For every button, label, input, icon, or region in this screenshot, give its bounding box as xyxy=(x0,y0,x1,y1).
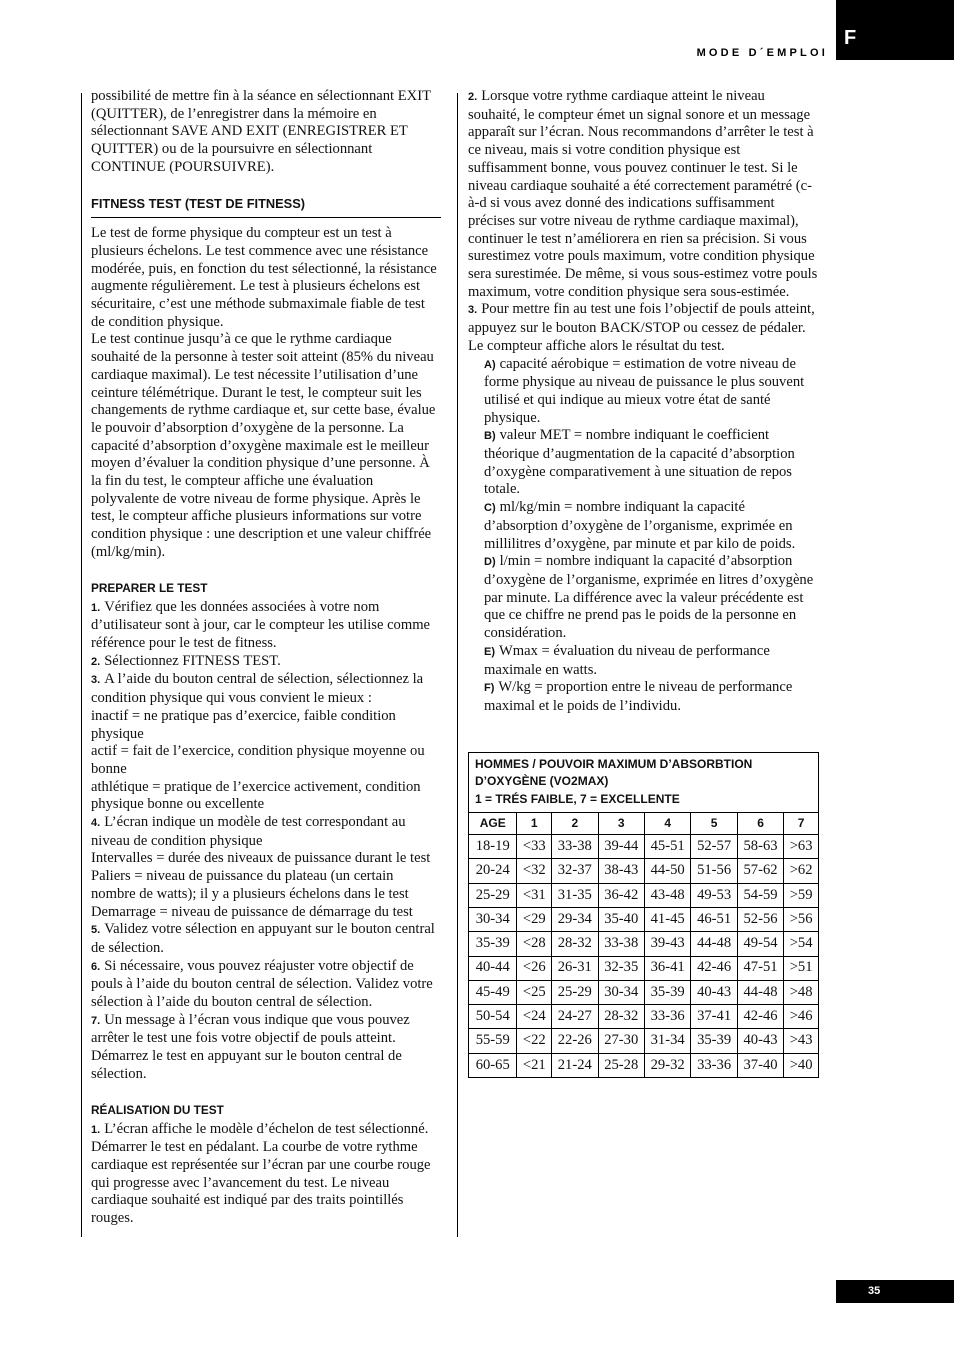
table-cell: <32 xyxy=(517,859,552,883)
age-cell: 55-59 xyxy=(469,1029,517,1053)
table-cell: 32-37 xyxy=(552,859,598,883)
table-cell: >56 xyxy=(784,908,819,932)
table-cell: >54 xyxy=(784,932,819,956)
table-cell: 54-59 xyxy=(737,883,783,907)
table-cell: 44-48 xyxy=(691,932,737,956)
age-cell: 30-34 xyxy=(469,908,517,932)
real-step-2 xyxy=(468,88,818,301)
manual-header-label: MODE D´EMPLOI xyxy=(696,47,828,59)
table-cell: >46 xyxy=(784,1005,819,1029)
table-cell: 24-27 xyxy=(552,1005,598,1029)
age-cell: 25-29 xyxy=(469,883,517,907)
table-cell: 49-53 xyxy=(691,883,737,907)
table-cell: <33 xyxy=(517,835,552,859)
table-cell: 40-43 xyxy=(737,1029,783,1053)
table-cell: 39-44 xyxy=(598,835,644,859)
table-cell: 58-63 xyxy=(737,835,783,859)
age-cell: 45-49 xyxy=(469,980,517,1004)
table-cell: 33-38 xyxy=(552,835,598,859)
item-text: ml/kg/min = nombre indiquant la capacité d’absorption d’oxygène de l’organisme, exprimée en millilitres d’oxygène, par minute et par kilo de poids. xyxy=(484,499,796,552)
step-text: Sélectionnez FITNESS TEST. xyxy=(104,652,281,669)
level-active: actif = fait de l’exercice, condition physique moyenne ou bonne xyxy=(91,743,425,777)
table-cell: 49-54 xyxy=(737,932,783,956)
fitness-test-heading: FITNESS TEST (TEST DE FITNESS) xyxy=(91,195,441,219)
table-header-row xyxy=(469,813,819,835)
table-row xyxy=(469,883,819,907)
result-c xyxy=(468,499,818,553)
table-row xyxy=(469,1053,819,1077)
table-cell: 39-43 xyxy=(644,932,690,956)
table-cell: 44-50 xyxy=(644,859,690,883)
result-a xyxy=(468,356,818,428)
fitness-paragraph-1: Le test de forme physique du compteur est un test à plusieurs échelons. Le test commence avec une résistance modérée, puis, en fonction du test sélectionné, la résistance augmente régulièrement. Le test à plusieurs échelons est sécuritaire, c’est une méthode submaximale fiable de test de condition physique. xyxy=(91,225,437,330)
table-cell: 47-51 xyxy=(737,956,783,980)
result-f xyxy=(468,679,818,715)
table-cell: 28-32 xyxy=(598,1005,644,1029)
item-letter: C) xyxy=(484,502,496,515)
table-cell: 21-24 xyxy=(552,1053,598,1077)
table-cell: 27-30 xyxy=(598,1029,644,1053)
table-caption xyxy=(469,752,819,813)
page-number: 35 xyxy=(836,1280,954,1303)
item-text: Wmax = évaluation du niveau de performance maximale en watts. xyxy=(484,642,770,678)
table-cell: <21 xyxy=(517,1053,552,1077)
prep-step-6 xyxy=(91,958,441,1012)
table-row xyxy=(469,980,819,1004)
table-cell: <26 xyxy=(517,956,552,980)
table-cell: 42-46 xyxy=(691,956,737,980)
def-demarrage: Demarrage = niveau de puissance de démarrage du test xyxy=(91,903,413,920)
item-text: capacité aérobique = estimation de votre niveau de forme physique au niveau de puissance le plus souvent utilisé et qui indique au mieux votre état de santé physique. xyxy=(484,355,805,426)
prep-step-2 xyxy=(91,653,441,672)
table-cell: 37-41 xyxy=(691,1005,737,1029)
age-cell: 40-44 xyxy=(469,956,517,980)
table-caption-title: HOMMES / POUVOIR MAXIMUM D’ABSORBTION D’OXYGÈNE (VO2MAX) xyxy=(475,756,753,789)
table-caption-scale: 1 = TRÉS FAIBLE, 7 = EXCELLENTE xyxy=(475,791,680,806)
table-cell: 33-38 xyxy=(598,932,644,956)
item-letter: F) xyxy=(484,682,495,695)
table-header-cell: 7 xyxy=(784,813,819,835)
table-cell: 40-43 xyxy=(691,980,737,1004)
table-row xyxy=(469,859,819,883)
step-text: L’écran indique un modèle de test correspondant au niveau de condition physique xyxy=(91,814,406,849)
item-letter: E) xyxy=(484,645,495,658)
left-column xyxy=(91,88,441,1228)
step-number: 5. xyxy=(91,924,101,937)
table-cell: 31-34 xyxy=(644,1029,690,1053)
level-athletic: athlétique = pratique de l’exercice activement, condition physique bonne ou excellente xyxy=(91,778,421,813)
item-text: l/min = nombre indiquant la capacité d’absorption d’oxygène de l’organisme, exprimée en litres d’oxygène par minute. La différence avec la valeur précédente est que ce chiffre ne prend pas le poids de la personne en xyxy=(484,553,814,624)
realisation-heading: RÉALISATION DU TEST xyxy=(91,1102,224,1117)
step-text: Un message à l’écran vous indique que vous pouvez arrêter le test une fois votre objectif de pouls atteint. Démarrez le test en appuyant sur le bouton central de sélection. xyxy=(91,1011,410,1082)
def-intervals: Intervalles = durée des niveaux de puissance durant le test xyxy=(91,850,431,867)
left-column-rule xyxy=(81,93,82,1237)
prep-step-5 xyxy=(91,921,441,957)
item-letter: A) xyxy=(484,358,496,371)
step-text: Validez votre sélection en appuyant sur le bouton central de sélection. xyxy=(91,921,435,956)
table-cell: 41-45 xyxy=(644,908,690,932)
real-step-3 xyxy=(468,301,818,355)
table-header-cell: AGE xyxy=(469,813,517,835)
table-header-cell: 4 xyxy=(644,813,690,835)
middle-column-rule xyxy=(457,93,458,1237)
table-cell: 52-57 xyxy=(691,835,737,859)
table-cell: 30-34 xyxy=(598,980,644,1004)
age-cell: 60-65 xyxy=(469,1053,517,1077)
table-cell: 52-56 xyxy=(737,908,783,932)
fitness-paragraph-2: Le test continue jusqu’à ce que le rythme cardiaque souhaité de la personne à tester soit atteint (85% du niveau cardiaque maximal). Le test nécessite l’utilisation d’une ceinture télémétrique. Durant le test, le compteur suit les changements de rythme cardiaque et, sur cette base, évalue le pouvoir d’absorption d’oxygène de la personne. La capacité d’absorption d’oxygène maximale est le meilleur moyen d’évaluer la condition physique d’une personne. À la fin du test, le compteur affiche une évaluation polyvalente de votre niveau de forme physique. Après le test, le compteur affiche plusieurs informations sur votre condition physique : une description et une valeur chiffrée (ml/kg/min). xyxy=(91,331,436,560)
table-cell: >62 xyxy=(784,859,819,883)
table-cell: >51 xyxy=(784,956,819,980)
level-inactive: inactif = ne pratique pas d’exercice, faible condition physique xyxy=(91,707,396,742)
item-text: W/kg = proportion entre le niveau de performance maximal et le poids de l’individu. xyxy=(484,679,793,714)
table-cell: 26-31 xyxy=(552,956,598,980)
item-text: valeur MET = nombre indiquant le coefficient théorique d’augmentation de la capacité d’absorption d’oxygène comparativement à une situation de repos totale. xyxy=(484,427,795,498)
step-number: 7. xyxy=(91,1014,101,1027)
age-cell: 35-39 xyxy=(469,932,517,956)
step-number: 6. xyxy=(91,960,101,973)
table-cell: <22 xyxy=(517,1029,552,1053)
table-cell: 37-40 xyxy=(737,1053,783,1077)
result-d xyxy=(468,553,818,625)
table-row xyxy=(469,908,819,932)
table-cell: 32-35 xyxy=(598,956,644,980)
table-header-cell: 6 xyxy=(737,813,783,835)
prep-step-4 xyxy=(91,814,441,850)
table-cell: 38-43 xyxy=(598,859,644,883)
prep-step-3 xyxy=(91,671,441,707)
table-cell: 29-32 xyxy=(644,1053,690,1077)
table-cell: 45-51 xyxy=(644,835,690,859)
def-paliers: Paliers = niveau de puissance du plateau (un certain nombre de watts); il y a plusieurs échelons dans le test xyxy=(91,868,409,902)
table-cell: 36-41 xyxy=(644,956,690,980)
item-letter: D) xyxy=(484,556,496,569)
table-cell: 35-40 xyxy=(598,908,644,932)
table-cell: 35-39 xyxy=(644,980,690,1004)
table-cell: 25-28 xyxy=(598,1053,644,1077)
step-text: Pour mettre fin au test une fois l’objectif de pouls atteint, appuyez sur le bouton BACK/STOP ou cessez de pédaler. Le compteur affiche alors le résultat du test. xyxy=(468,301,815,354)
language-tab: F xyxy=(836,0,954,60)
result-b xyxy=(468,427,818,499)
table-cell: >43 xyxy=(784,1029,819,1053)
vo2max-table xyxy=(468,752,819,1078)
result-d-continued: considération. xyxy=(484,625,567,642)
age-cell: 50-54 xyxy=(469,1005,517,1029)
table-cell: 28-32 xyxy=(552,932,598,956)
intro-paragraph: possibilité de mettre fin à la séance en sélectionnant EXIT (QUITTER), de l’enregistrer dans la mémoire en sélectionnant SAVE AND EXIT (ENREGISTRER ET QUITTER) ou de la poursuivre en sélectionnant CONTINUE (POURSUIVRE). xyxy=(91,88,431,175)
step-text: A l’aide du bouton central de sélection, sélectionnez la condition physique qui vous convient le mieux : xyxy=(91,671,424,707)
table-row xyxy=(469,932,819,956)
step-number: 3. xyxy=(91,674,101,687)
table-header-cell: 5 xyxy=(691,813,737,835)
step-number: 4. xyxy=(91,817,101,830)
table-cell: 35-39 xyxy=(691,1029,737,1053)
table-cell: 46-51 xyxy=(691,908,737,932)
age-cell: 20-24 xyxy=(469,859,517,883)
table-row xyxy=(469,956,819,980)
step-number: 2. xyxy=(91,655,101,668)
prep-step-1 xyxy=(91,599,441,653)
table-cell: >48 xyxy=(784,980,819,1004)
item-letter: B) xyxy=(484,430,496,443)
table-row xyxy=(469,1029,819,1053)
table-cell: 25-29 xyxy=(552,980,598,1004)
table-cell: 51-56 xyxy=(691,859,737,883)
table-cell: <28 xyxy=(517,932,552,956)
result-e xyxy=(468,643,818,679)
table-cell: <24 xyxy=(517,1005,552,1029)
table-header-cell: 3 xyxy=(598,813,644,835)
prepare-test-heading: PREPARER LE TEST xyxy=(91,580,208,595)
table-cell: 44-48 xyxy=(737,980,783,1004)
table-cell: <25 xyxy=(517,980,552,1004)
table-cell: 31-35 xyxy=(552,883,598,907)
real-step-1 xyxy=(91,1121,441,1228)
step-number: 2. xyxy=(468,91,478,103)
table-cell: 33-36 xyxy=(691,1053,737,1077)
step-text: Vérifiez que les données associées à votre nom d’utilisateur sont à jour, car le compteur les utilise comme référence pour le test de fitness. xyxy=(91,598,431,651)
table-cell: 42-46 xyxy=(737,1005,783,1029)
table-cell: <29 xyxy=(517,908,552,932)
age-cell: 18-19 xyxy=(469,835,517,859)
table-cell: <31 xyxy=(517,883,552,907)
table-row xyxy=(469,1005,819,1029)
table-header-cell: 2 xyxy=(552,813,598,835)
table-cell: 57-62 xyxy=(737,859,783,883)
table-cell: 29-34 xyxy=(552,908,598,932)
table-cell: >59 xyxy=(784,883,819,907)
prep-step-7 xyxy=(91,1012,441,1084)
table-cell: 36-42 xyxy=(598,883,644,907)
table-header-cell: 1 xyxy=(517,813,552,835)
step-text: Lorsque votre rythme cardiaque atteint le niveau souhaité, le compteur émet un signal sonore et un message apparaît sur l’écran. Nous recommandons d’arrêter le test à ce niveau, mais si votre condition physique est suffisamment bonne, vous pouvez continuer le test. Si le niveau cardiaque souhaité a été correctement paramétré (c-à-d si vous avez donné des indications suffisamment précises sur votre niveau de rythme cardiaque maximal), continuer le test n’améliorera en rien sa précision. Si vous surestimez votre pouls maximum, votre condition physique sera surestimée. De même, si vous sous-estimez votre pouls maximum, votre condition physique sera sous-estimée. xyxy=(468,88,818,300)
table-body xyxy=(469,813,819,1078)
right-column xyxy=(468,88,818,1078)
step-number: 1. xyxy=(91,1123,101,1136)
table-cell: >40 xyxy=(784,1053,819,1077)
table-cell: 43-48 xyxy=(644,883,690,907)
table-cell: 22-26 xyxy=(552,1029,598,1053)
step-number: 3. xyxy=(468,304,478,317)
step-text: L’écran affiche le modèle d’échelon de test sélectionné. Démarrer le test en pédalant. La courbe de votre rythme cardiaque est représentée sur l’écran par une courbe rouge qui progresse avec l’avancement du test. Le niveau cardiaque souhaité est indiqué par des traits pointillés rouges. xyxy=(91,1120,431,1227)
table-cell: 33-36 xyxy=(644,1005,690,1029)
table-row xyxy=(469,835,819,859)
table-cell: >63 xyxy=(784,835,819,859)
step-number: 1. xyxy=(91,601,101,614)
step-text: Si nécessaire, vous pouvez réajuster votre objectif de pouls à l’aide du bouton central de sélection. Validez votre sélection à l’aide du bouton central de sélection. xyxy=(91,957,433,1011)
